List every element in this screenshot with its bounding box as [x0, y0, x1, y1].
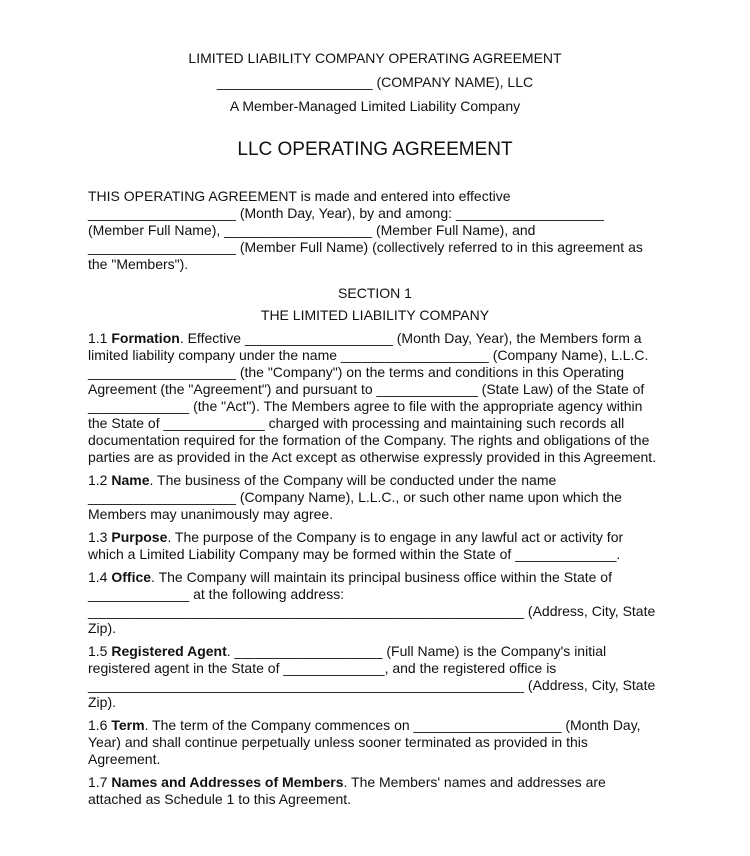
clause-number: 1.6 — [88, 717, 112, 733]
clause-number: 1.1 — [88, 330, 112, 346]
clause-heading: Name — [111, 472, 150, 488]
clause-heading: Term — [111, 717, 145, 733]
clause — [88, 529, 658, 563]
clause — [88, 472, 658, 523]
header-line-title: LIMITED LIABILITY COMPANY OPERATING AGREEMENT — [188, 50, 562, 66]
clause-number: 1.3 — [88, 529, 112, 545]
clause-heading: Registered Agent — [111, 643, 227, 659]
clause-number: 1.7 — [88, 774, 112, 790]
clauses-list — [88, 330, 658, 814]
clause — [88, 774, 658, 808]
clause-number: 1.4 — [88, 569, 112, 585]
agreement-title: LLC OPERATING AGREEMENT — [237, 139, 513, 160]
header-line-subtitle: A Member-Managed Limited Liability Company — [229, 98, 521, 114]
clause-heading: Names and Addresses of Members — [111, 774, 344, 790]
clause-text: . The Members' names and addresses are attached as Schedule 1 to this Agreement. — [88, 774, 606, 807]
clause-number: 1.2 — [88, 472, 112, 488]
clause — [88, 643, 658, 711]
section-name: THE LIMITED LIABILITY COMPANY — [260, 307, 490, 323]
section-number: SECTION 1 — [338, 285, 412, 301]
document-header — [0, 46, 750, 118]
clause-text: . The Company will maintain its principal business office within the State of _____________ at the following address: ________________________________________________________ (Address, City, State Zip). — [88, 569, 656, 636]
clause-text: . ___________________ (Full Name) is the Company's initial registered agent in the State of _____________, and the registered office is ________________________________________________________ (Address, City, State Zip). — [88, 643, 656, 710]
clause-text: . The business of the Company will be conducted under the name ___________________ (Company Name), L.L.C., or such other name upon which the Members may unanimously may agree. — [88, 472, 622, 522]
clause-text: . Effective ___________________ (Month Day, Year), the Members form a limited liability company under the name ___________________ (Company Name), L.L.C. ___________________ (the "Company") on the terms and conditions in this Operating Agreement (the "Agreement") and pursuant to _____________ (State Law) of the State of _____________ (the "Act"). The Members agree to file with the appropriate agency within the State of _____________ charged with processing and maintaining such records all documentation required for the formation of the Company. The rights and obligations of the parties are as provided in the Act except as otherwise expressly provided in this Agreement. — [88, 330, 657, 465]
clause-heading: Purpose — [111, 529, 168, 545]
clause-heading: Formation — [111, 330, 180, 346]
clause-text: . The term of the Company commences on ___________________ (Month Day, Year) and shall continue perpetually unless sooner terminated as provided in this Agreement. — [88, 717, 641, 767]
clause — [88, 569, 658, 637]
intro-paragraph: THIS OPERATING AGREEMENT is made and entered into effective ___________________ (Month Day, Year), by and among: ___________________ (Member Full Name), ___________________ (Member Full Name), and ___________________ (Member Full Name) (collectively referred to in this agreement as the "Members"). — [88, 188, 643, 272]
clause-heading: Office — [111, 569, 152, 585]
clause-number: 1.5 — [88, 643, 112, 659]
header-line-company: ____________________ (COMPANY NAME), LLC — [216, 74, 534, 90]
clause — [88, 717, 658, 768]
clause-text: . The purpose of the Company is to engage in any lawful act or activity for which a Limited Liability Company may be formed within the State of _____________. — [88, 529, 624, 562]
clause — [88, 330, 658, 466]
